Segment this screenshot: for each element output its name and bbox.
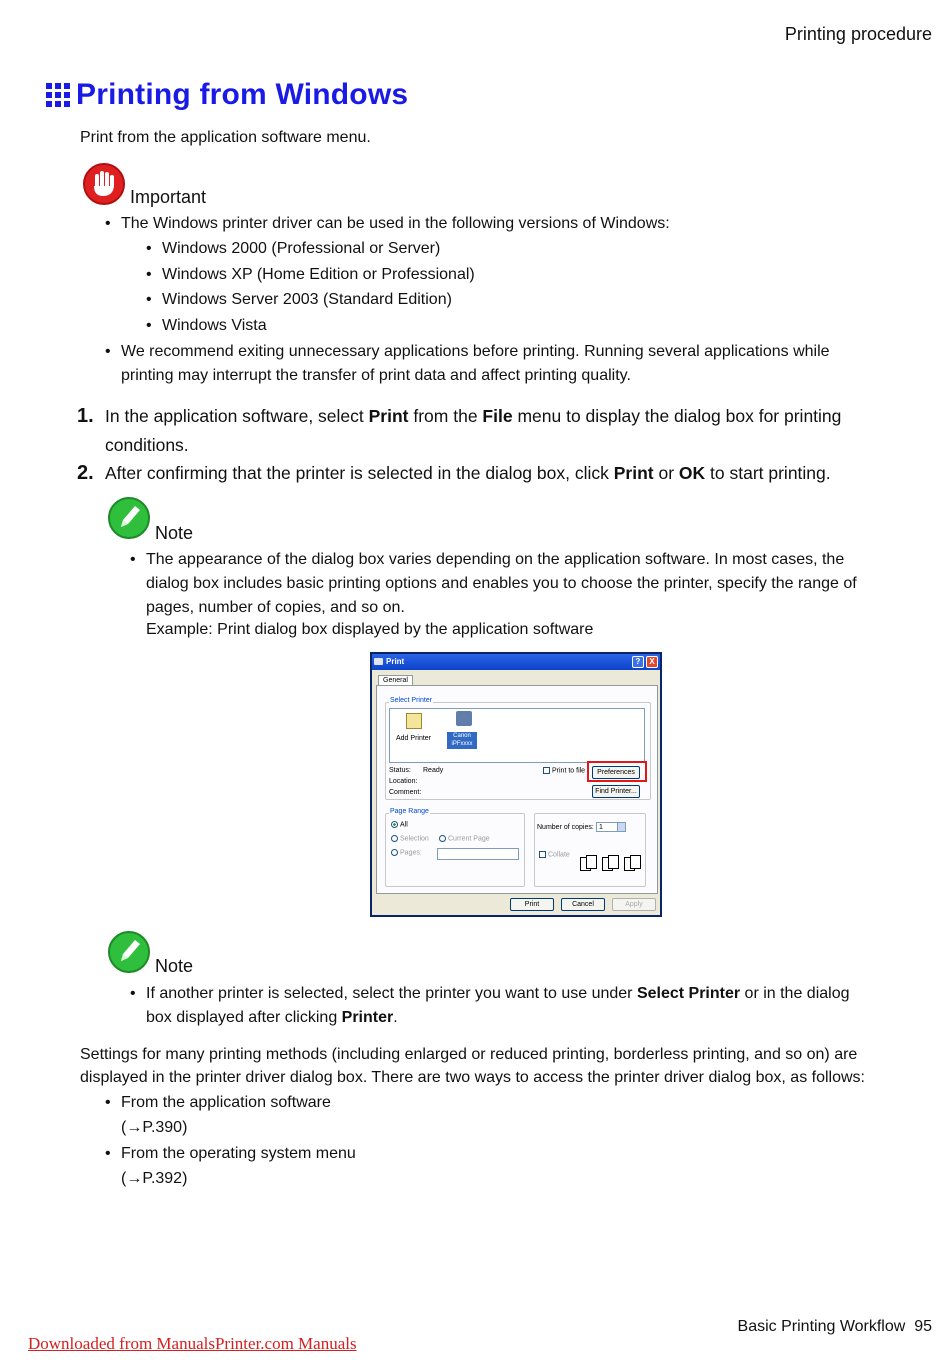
print-to-file-label: Print to file xyxy=(552,767,586,775)
selection-label: Selection xyxy=(400,835,429,843)
important-label: Important xyxy=(130,187,207,207)
important-bullet-2: • We recommend exiting unnecessary applications before printing. Running several applications while xyxy=(105,343,830,360)
page-ref-link[interactable]: (→P.390) xyxy=(121,1119,188,1136)
printer-model: iPFxxxx xyxy=(451,741,473,747)
status-label: Status: xyxy=(389,767,411,774)
location-label: Location: xyxy=(389,778,418,785)
running-footer xyxy=(738,1318,932,1336)
copies-spinner[interactable] xyxy=(617,822,626,832)
note-label: Note xyxy=(155,523,194,543)
radio-current-page[interactable] xyxy=(439,835,490,842)
footer-section: Basic Printing Workflow xyxy=(737,1318,906,1335)
version-item: • Windows 2000 (Professional or Server) xyxy=(146,240,441,257)
pages-input[interactable] xyxy=(437,848,519,860)
settings-text-cont: displayed in the printer driver dialog box. There are two ways to access the printer driver dialog box, as follows: xyxy=(80,1069,865,1086)
close-button[interactable]: X xyxy=(646,656,658,668)
collate-label: Collate xyxy=(548,851,570,859)
note-text-cont: box displayed after clicking Printer. xyxy=(146,1009,398,1026)
download-link[interactable]: Downloaded from ManualsPrinter.com Manuals xyxy=(28,1334,357,1353)
version-item: • Windows Vista xyxy=(146,317,267,334)
status-value: Ready xyxy=(423,767,444,774)
current-page-label: Current Page xyxy=(448,835,490,843)
print-to-file-checkbox[interactable] xyxy=(543,767,585,774)
page-ref-link[interactable]: (→P.392) xyxy=(121,1170,188,1187)
preferences-button[interactable]: Preferences xyxy=(592,766,640,779)
intro-text: Print from the application software menu. xyxy=(80,129,371,146)
step-1: 1. In the application software, select Print from the File menu to display the dialog box for printing xyxy=(77,405,842,427)
find-printer-button[interactable]: Find Printer... xyxy=(592,785,640,798)
important-hand-icon xyxy=(82,162,126,206)
note-text-cont: dialog box includes basic printing options and enables you to choose the printer, specify the range of xyxy=(146,575,857,592)
important-bullet-1: • The Windows printer driver can be used in the following versions of Windows: xyxy=(105,215,670,232)
select-printer-label: Select Printer xyxy=(390,697,433,704)
printer-item-selected[interactable] xyxy=(447,732,477,749)
print-dialog-screenshot xyxy=(370,652,662,917)
list-item: • From the application software xyxy=(105,1094,331,1111)
note-label: Note xyxy=(155,956,194,976)
printer-small-icon xyxy=(374,658,383,665)
step-1-cont: conditions. xyxy=(105,435,189,455)
section-title-row xyxy=(46,78,408,112)
radio-pages[interactable] xyxy=(391,849,422,856)
note-pencil-icon xyxy=(107,496,151,540)
page-range-label: Page Range xyxy=(390,808,429,815)
list-item: • From the operating system menu xyxy=(105,1145,356,1162)
running-header: Printing procedure xyxy=(784,24,932,44)
apply-button[interactable]: Apply xyxy=(612,898,656,911)
canon-printer-icon[interactable] xyxy=(456,711,472,726)
important-bullet-2-cont: printing may interrupt the transfer of print data and affect printing quality. xyxy=(121,367,631,384)
dialog-title: Print xyxy=(386,657,405,666)
note-text-cont: pages, number of copies, and so on. xyxy=(146,599,405,616)
dialog-titlebar xyxy=(372,654,660,670)
add-printer-label[interactable]: Add Printer xyxy=(396,735,432,742)
printer-name: Canon xyxy=(453,733,471,739)
collate-pages-icon xyxy=(580,855,640,871)
grid-bullet-icon xyxy=(46,83,70,107)
highlight-box xyxy=(587,761,647,782)
page-title: Printing from Windows xyxy=(76,78,409,111)
cancel-button[interactable]: Cancel xyxy=(561,898,605,911)
note-bullet: • The appearance of the dialog box varies depending on the application software. In most cases, the xyxy=(130,551,845,568)
note-bullet: • If another printer is selected, select the printer you want to use under Select Printer or in the dialog xyxy=(130,985,850,1002)
pages-label: Pages: xyxy=(400,849,422,857)
radio-selection[interactable] xyxy=(391,835,429,842)
all-label: All xyxy=(400,821,408,829)
version-item: • Windows XP (Home Edition or Professional) xyxy=(146,266,475,283)
settings-text: Settings for many printing methods (including enlarged or reduced printing, borderless printing, and so on) are xyxy=(80,1046,858,1063)
tab-general[interactable]: General xyxy=(378,675,413,685)
collate-checkbox[interactable] xyxy=(539,851,570,858)
help-button[interactable]: ? xyxy=(632,656,644,668)
step-2: 2. After confirming that the printer is selected in the dialog box, click Print or OK to start printing. xyxy=(77,462,831,484)
comment-label: Comment: xyxy=(389,789,422,796)
note-pencil-icon xyxy=(107,930,151,974)
version-item: • Windows Server 2003 (Standard Edition) xyxy=(146,291,452,308)
add-printer-icon[interactable] xyxy=(406,713,422,729)
page-number: 95 xyxy=(914,1318,932,1335)
copies-label: Number of copies: xyxy=(537,824,594,831)
radio-all[interactable] xyxy=(391,821,408,828)
copies-input[interactable]: 1 xyxy=(596,822,626,832)
note-example: Example: Print dialog box displayed by the application software xyxy=(146,621,594,638)
print-button[interactable]: Print xyxy=(510,898,554,911)
general-panel xyxy=(376,685,658,894)
